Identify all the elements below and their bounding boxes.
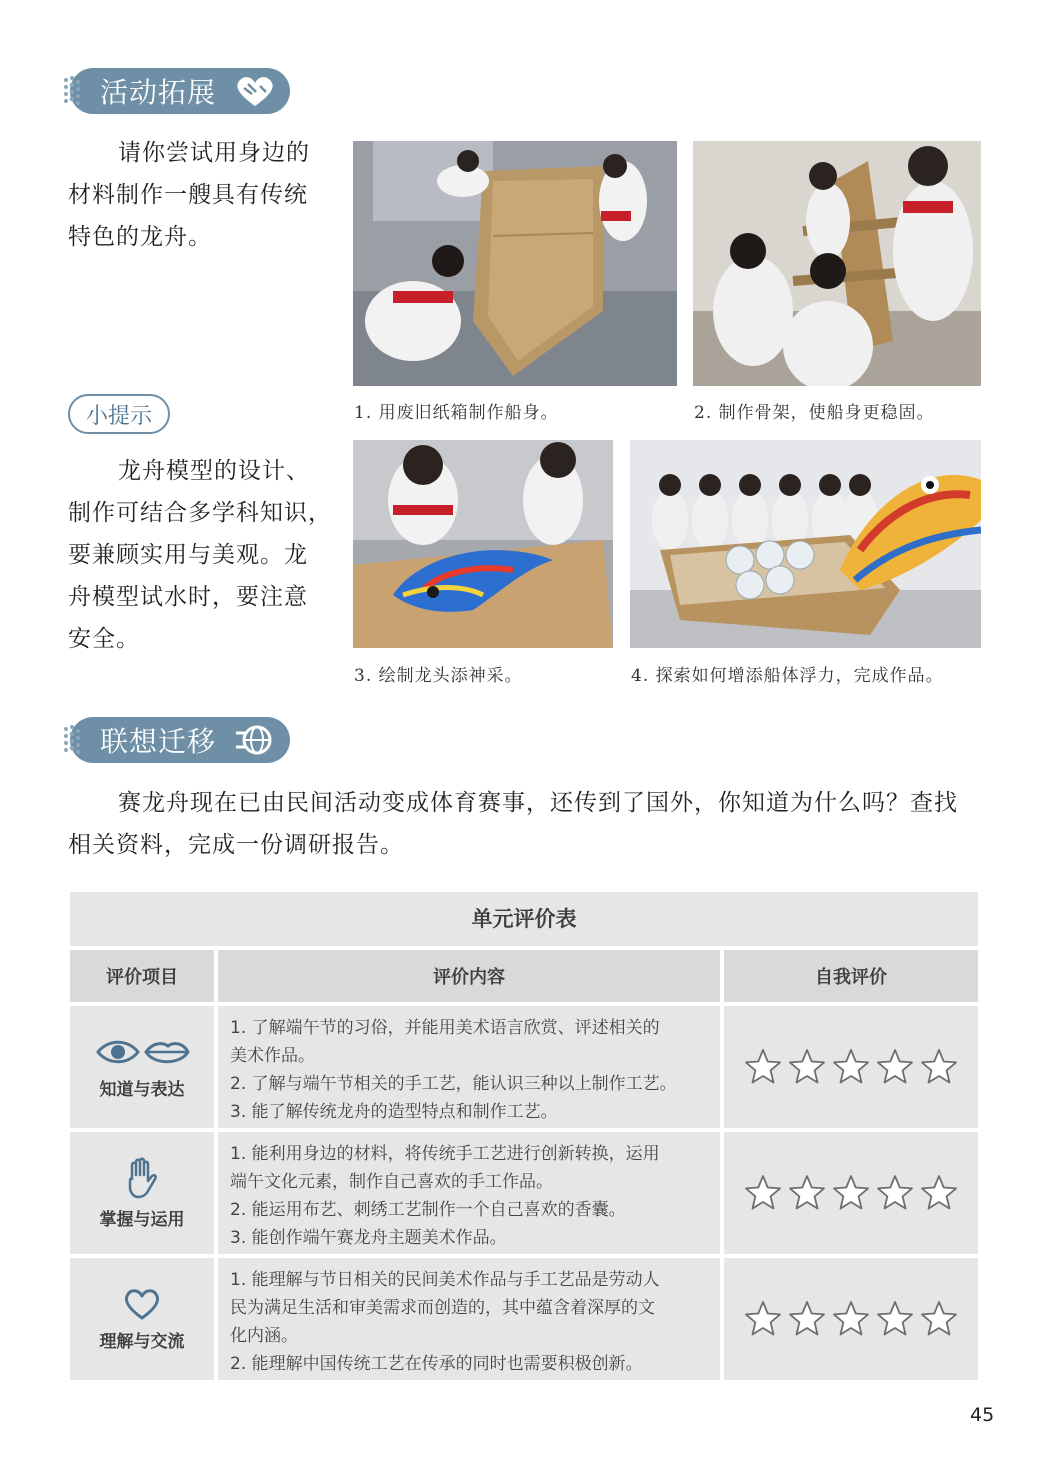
table-row — [70, 1006, 978, 1128]
star-icon[interactable] — [875, 1299, 915, 1339]
header-category: 评价项目 — [70, 950, 214, 1002]
photo-caption: 4. 探索如何增添船体浮力，完成作品。 — [631, 666, 944, 686]
criteria-line: 化内涵。 — [230, 1326, 298, 1346]
photo-caption: 2. 制作骨架，使船身更稳固。 — [694, 403, 935, 423]
tip-paragraph — [68, 450, 348, 660]
star-icon[interactable] — [787, 1173, 827, 1213]
text-line: 材料制作一艘具有传统 — [68, 182, 308, 208]
text-line: 安全。 — [68, 626, 140, 652]
table-row — [70, 1258, 978, 1380]
photo-caption: 3. 绘制龙头添神采。 — [354, 666, 523, 686]
dots-decoration-icon — [62, 723, 92, 757]
content-cell — [218, 1132, 720, 1254]
header-content: 评价内容 — [218, 950, 720, 1002]
section-title: 活动拓展 — [100, 76, 217, 109]
criteria-line: 2. 能理解中国传统工艺在传承的同时也需要积极创新。 — [230, 1354, 643, 1374]
photo-finished-dragon-boat — [630, 440, 981, 648]
content-cell — [218, 1006, 720, 1128]
category-label: 理解与交流 — [99, 1331, 185, 1352]
text-line: 相关资料，完成一份调研报告。 — [68, 832, 404, 858]
star-icon[interactable] — [743, 1047, 783, 1087]
star-icon[interactable] — [875, 1173, 915, 1213]
photo-caption: 1. 用废旧纸箱制作船身。 — [354, 403, 559, 423]
heart-icon — [123, 1287, 161, 1321]
star-rating — [724, 1258, 978, 1380]
eye-mouth-icon — [94, 1035, 190, 1069]
text-line: 特色的龙舟。 — [68, 224, 212, 250]
section-title: 联想迁移 — [100, 725, 217, 758]
category-cell — [70, 1132, 214, 1254]
text-line: 赛龙舟现在已由民间活动变成体育赛事，还传到了国外，你知道为什么吗？查找 — [118, 790, 958, 816]
category-cell — [70, 1006, 214, 1128]
criteria-line: 民为满足生活和审美需求而创造的，其中蕴含着深厚的文 — [230, 1298, 655, 1318]
table-row — [70, 1132, 978, 1254]
criteria-line: 1. 能利用身边的材料，将传统手工艺进行创新转换，运用 — [230, 1144, 660, 1164]
hand-icon — [122, 1157, 162, 1199]
photo-boat-frame — [693, 141, 981, 386]
star-icon[interactable] — [743, 1173, 783, 1213]
star-icon[interactable] — [919, 1173, 959, 1213]
star-icon[interactable] — [787, 1299, 827, 1339]
activity-paragraph — [68, 132, 338, 258]
criteria-line: 3. 能了解传统龙舟的造型特点和制作工艺。 — [230, 1102, 558, 1122]
criteria-line: 2. 能运用布艺、刺绣工艺制作一个自己喜欢的香囊。 — [230, 1200, 626, 1220]
page-number: 45 — [970, 1404, 995, 1426]
photo-boat-hull — [353, 141, 677, 386]
heart-hands-icon — [232, 74, 278, 108]
category-label: 知道与表达 — [99, 1079, 185, 1100]
criteria-line: 1. 了解端午节的习俗，并能用美术语言欣赏、评述相关的 — [230, 1018, 660, 1038]
star-icon[interactable] — [831, 1299, 871, 1339]
text-line: 舟模型试水时，要注意 — [68, 584, 308, 610]
star-icon[interactable] — [831, 1173, 871, 1213]
star-icon[interactable] — [919, 1047, 959, 1087]
tip-badge: 小提示 — [68, 394, 170, 434]
star-icon[interactable] — [919, 1299, 959, 1339]
content-cell — [218, 1258, 720, 1380]
text-line: 制作可结合多学科知识， — [68, 500, 332, 526]
star-icon[interactable] — [831, 1047, 871, 1087]
category-cell — [70, 1258, 214, 1380]
criteria-line: 3. 能创作端午赛龙舟主题美术作品。 — [230, 1228, 507, 1248]
globe-icon — [232, 723, 278, 757]
header-self-rating: 自我评价 — [724, 950, 978, 1002]
table-header-row — [70, 950, 978, 1002]
star-icon[interactable] — [743, 1299, 783, 1339]
dots-decoration-icon — [62, 74, 92, 108]
text-line: 请你尝试用身边的 — [118, 140, 310, 166]
star-rating — [724, 1132, 978, 1254]
star-rating — [724, 1006, 978, 1128]
transfer-paragraph — [68, 782, 983, 866]
star-icon[interactable] — [787, 1047, 827, 1087]
criteria-line: 1. 能理解与节日相关的民间美术作品与手工艺品是劳动人 — [230, 1270, 660, 1290]
category-label: 掌握与运用 — [99, 1209, 185, 1230]
text-line: 龙舟模型的设计、 — [118, 458, 310, 484]
section-heading-activity — [70, 68, 290, 114]
criteria-line: 端午文化元素，制作自己喜欢的手工作品。 — [230, 1172, 553, 1192]
star-icon[interactable] — [875, 1047, 915, 1087]
table-title: 单元评价表 — [70, 892, 978, 946]
section-heading-transfer — [70, 717, 290, 763]
evaluation-table — [70, 892, 978, 1380]
text-line: 要兼顾实用与美观。龙 — [68, 542, 308, 568]
photo-dragon-head-painting — [353, 440, 613, 648]
criteria-line: 2. 了解与端午节相关的手工艺，能认识三种以上制作工艺。 — [230, 1074, 677, 1094]
criteria-line: 美术作品。 — [230, 1046, 315, 1066]
